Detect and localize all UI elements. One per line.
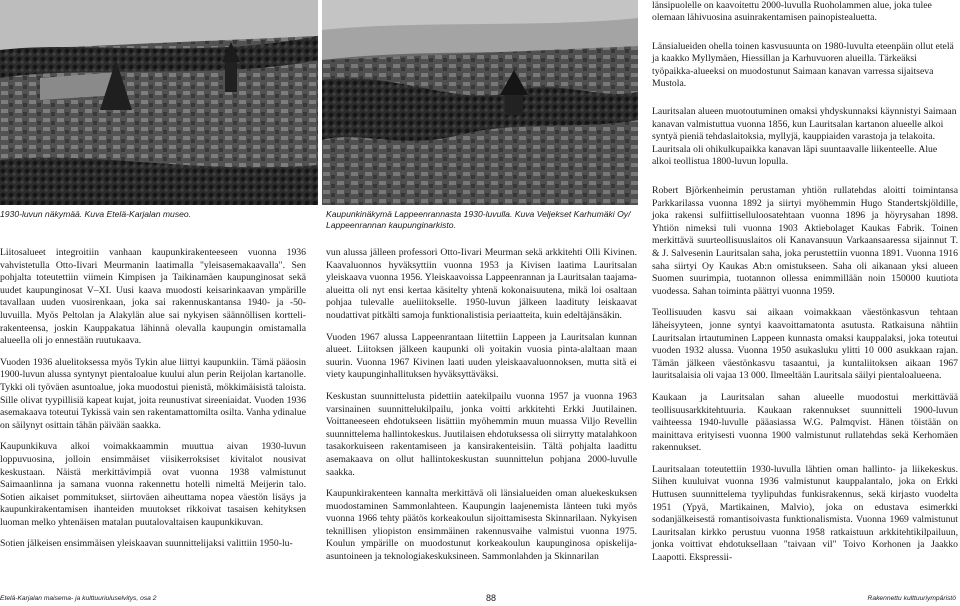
photo-caption-middle: Kaupunkinäkymä Lappeenrannasta 1930-luvulla. Kuva Veljekset Karhumäki Oy/ Lappeenrannan kaupunginarkisto.: [326, 209, 631, 230]
aerial-photo: [0, 0, 638, 205]
text-column-3: [652, 185, 958, 574]
page-number: 88: [486, 593, 497, 603]
text-column-2: [326, 247, 637, 573]
col1-paragraph-4: Sotien jälkeisen ensimmäisen yleiskaavan suunnittelijaksi valittiin 1950-lu-: [0, 538, 293, 550]
top-right-paragraph-2: Länsialueiden ohella toinen kasvusuunta on 1980-luvulta eteenpäin ollut etelä ja kaakko Myllymäen, Hiessillan ja Karhuvuoren alueilla. Tärkeäksi työpaikka-alueeksi on muodostunut Saimaan kanavan varressa sijaitseva Mustola.: [652, 40, 954, 90]
top-right-text-block: [652, 0, 958, 168]
col3-paragraph-2: Teollisuuden kasvu sai aikaan voimakkaan väestönkasvun tehtaan läheisyyteen, jonne syntyi kaavoittamatonta asutusta. Ratkaisuna nähtiin Lauritsalan irtautuminen Lappeen kunnasta omaksi kauppalaksi, joka toteutui vuoden 1932 alussa. Vuonna 1950 asukasluku ylitti 10 000 asukkaan rajan. Tämän jälkeen väestönkasvu tasaantui, ja kuntaliitoksen aikaan 1967 lauritsalaisia oli vajaa 13 000. Ilmeeltään Lauritsala säilyi pientaloalueena.: [652, 307, 958, 382]
col1-paragraph-1: Liitosalueet integroitiin vanhaan kaupunkirakenteeseen vuonna 1936 vahvistetulla Otto-Iivari Meurmanin laatimalla "yleisasemakaavalla". Sen pohjalta toteutettiin viimein Kimpisen ja Taikinamäen kaupunginosat sekä uudet kaupunginosat V–XI. Uusi kaava muodosti keisarinkaavan ympärille tavallaan uuden vuosirenkaan, joka sai rakennuskantansa 1940- ja -50-luvuilla. Myös Peltolan ja Alakylän alue sai nykyisen säännöllisen kortteli-rakenteensa, joskin Kauppakatua lähinnä olevalla kaupungin omistamalla alueella oli jo ennestään ruutukaava.: [0, 247, 306, 347]
col1-paragraph-3: Kaupunkikuva alkoi voimakkaammin muuttua aivan 1930-luvun loppuvuosina, jolloin ensimmäiset viisikerroksiset kivitalot nousivat keskustaan. Näistä merkittävimpiä ovat vuonna 1938 valmistunut Saimaanlinna ja samana vuonna rakennettu hotelli nimeltä Meijerin talo. Sotien aikaiset pommitukset, siirtoväen aiheuttama nopea väestön lisäys ja kaupunkirakentamisen ihanteiden muutokset rikkoivat tasaisen kehityksen luoman melko yhtenäisen matalan puutalovaltaisen kaupunkikuvan.: [0, 441, 306, 528]
col3-paragraph-1: Robert Björkenheimin perustaman yhtiön rullatehdas aloitti toimintansa Parkkarilassa vuonna 1892 ja siirtyi myöhemmin Hugo Standertskjöldille, joka rakensi sulfiittiselluloosatehtaan vuonna 1896 ja höyrysahan 1898. Yhtiön nimeksi tuli vuonna 1903 Aktiebolaget Kaukas Fabrik. Toinen merkittävä suurteollisuuslaitos oli Kanavansuun Varkaansaaressa sijainnut T. & J. Salvesenin Lauritsalan saha, joka perustettiin vuonna 1891. Vuonna 1916 saha siirtyi Oy Kaukas Ab:n omistukseen. Saha oli aikanaan yksi alueen Suomen suurimpia, tuotannon ollessa enimmillään noin 150000 kuutiota vuodessa. Sahan toiminta päättyi vuonna 1959.: [652, 185, 958, 297]
footer-right: Rakennettu kulttuuriympäristö: [867, 595, 956, 602]
col2-paragraph-4: Kaupunkirakenteen kannalta merkittävä oli länsialueiden oman aluekeskuksen muodostaminen Sammonlahteen. Kaupungin laajenemista länteen tuki myös vuonna 1966 tehty päätös korkeakoulun sijoittamisesta Skinnarilaan. Nykyisen teknillisen yliopiston ensimmäinen rakennusvaihe valmistui vuonna 1975. Koulun ympärille on muodostunut korkeakoulun kaupunginosa opiskelija-asuntoineen ja teknologiakeskuksineen. Sammonlahden ja Skinnarilan: [326, 488, 637, 563]
col2-paragraph-1: vun alussa jälleen professori Otto-Iivari Meurman sekä arkkitehti Olli Kivinen. Kaavaluonnos hyväksyttiin vuonna 1953 ja Kivisen laatima Lauritsalan yleiskaava vuonna 1956. Yleiskaavoissa Lappeenrannan ja Lauritsalan taajama-alueitta oli nyt ensi kertaa käsitelty yhtenä kokonaisuutena, mikä loi osaltaan pohjaa tulevalle aueliitokselle. 1950-luvun jälkeen laadituty leiskaavat noudattivat pitkälti samoja funktionalistisia periaatteita, kuin edeltäjänsäkin.: [326, 247, 637, 321]
col1-paragraph-2: Vuoden 1936 aluelitoksessa myös Tykin alue liittyi kaupunkiin. Tämä pääosin 1900-luvun alussa syntynyt pientaloalue kuului alun perin Reijolan kartanolle. Tykki oli työväen asuntoalue, joka muodostui pienistä, mökkimäisistä taloista. Sille olivat tyypillisiä kapeat kujat, joita reunustivat sireeniaidat. Vuoden 1936 asemakaava toteutui Tykissä vain sen rakentamattomilta osilta. Vanha ydinalue on säilynyt osittain tähän päivään saakka.: [0, 356, 306, 431]
col3-paragraph-3: Kaukaan ja Lauritsalan sahan alueelle muodostui merkittävää teollisuusarkkitehtuuria. Kaukaan rakennukset suunnitteli 1900-luvun vaihteessa 1940-luvulle pääasiassa W.G. Palmqvist. Hänen töistään on mainittava erityisesti vuonna 1900 valmistunut rullatehdas sekä Kerhomäen rakennukset.: [652, 391, 958, 454]
aerial-photo-graphic: [0, 0, 638, 205]
photo-caption-left: 1930-luvun näkymää. Kuva Etelä-Karjalan museo.: [0, 209, 192, 219]
col2-paragraph-3: Keskustan suunnittelusta pidettiin aatekilpailu vuonna 1957 ja vuonna 1963 varsinainen suunnittelukilpailu, jonka voitti arkkitehti Erkki Juutilainen. Voittaneeseen ehdotukseen lisättiin myöhemmin muun muassa Viljo Revellin suunnittelema hallintokeskus. Juutilaisen ehdotuksessa oli siirrytty matalahkoon tasakorkuiseen rakentamiseen ja kansirakenteisiin. Tältä pohjalta laadittu asemakaava on ollut hallintokeskustan suunnittelun pohjana 2000-luvulle saakka.: [326, 390, 637, 478]
top-right-paragraph-1: länsipuolelle on kaavoitettu 2000-luvulla Ruoholammen alue, joka tulee olemaan lähivuosina asuinrakentamisen painopistealuetta.: [652, 0, 932, 24]
footer-left: Etelä-Karjalan maisema- ja kulttuuriuluselvitys, osa 2: [0, 595, 157, 602]
col2-paragraph-2: Vuoden 1967 alussa Lappeenrantaan liitettiin Lappeen ja Lauritsalan kunnan alueet. Liitoksen jälkeen kaupunki oli yoitakin vuosia pinta-alaltaan maan suurin. Vuonna 1967 Kivinen laati uuden yleiskaavaluonnoksen, mutta sitä ei viety kaupunginhallituksen hyväksyttäväksi.: [326, 331, 637, 381]
col3-paragraph-4: Lauritsalaan toteutettiin 1930-luvulla lähtien oman hallinto- ja liikekeskus. Siihen kuuluivat vuonna 1936 valmistunut kauppalantalo, joka on Erkki Huttusen suunnittelema tyylipuhdas funkisrakennus, sekä kirjasto vuodelta 1951 (Ypyä, Martikainen, Malvio), joka on edustava esimerkki sodanjälkeisestä romantisoivasta funktionalismista. Vuonna 1969 valmistunut Lauritsalan kirkko perustuu vuonna 1958 ratkaistuun arkkitehtikilpailuun, jonka voittivat ehdotuksellaan "taivaan vil" Toivo Korhonen ja Jaakko Laapotti. Ekspressii-: [652, 463, 958, 564]
top-right-paragraph-3: Lauritsalan alueen muotoutuminen omaksi yhdyskunnaksi käynnistyi Saimaan kanavan valmistuttua vuonna 1856, kun Lauritsalan kartanon alueelle alkoi syntyä pieniä tehdaslaitoksia, myllyjä, kauppiaiden varastoja ja telakoita. Lauritsala oli ohikulkupaikka kanavan läpi suuntaavalle liikenteelle. Alue alkoi teollistua 1800-luvun lopulla.: [652, 106, 957, 168]
text-column-1: [0, 247, 306, 560]
